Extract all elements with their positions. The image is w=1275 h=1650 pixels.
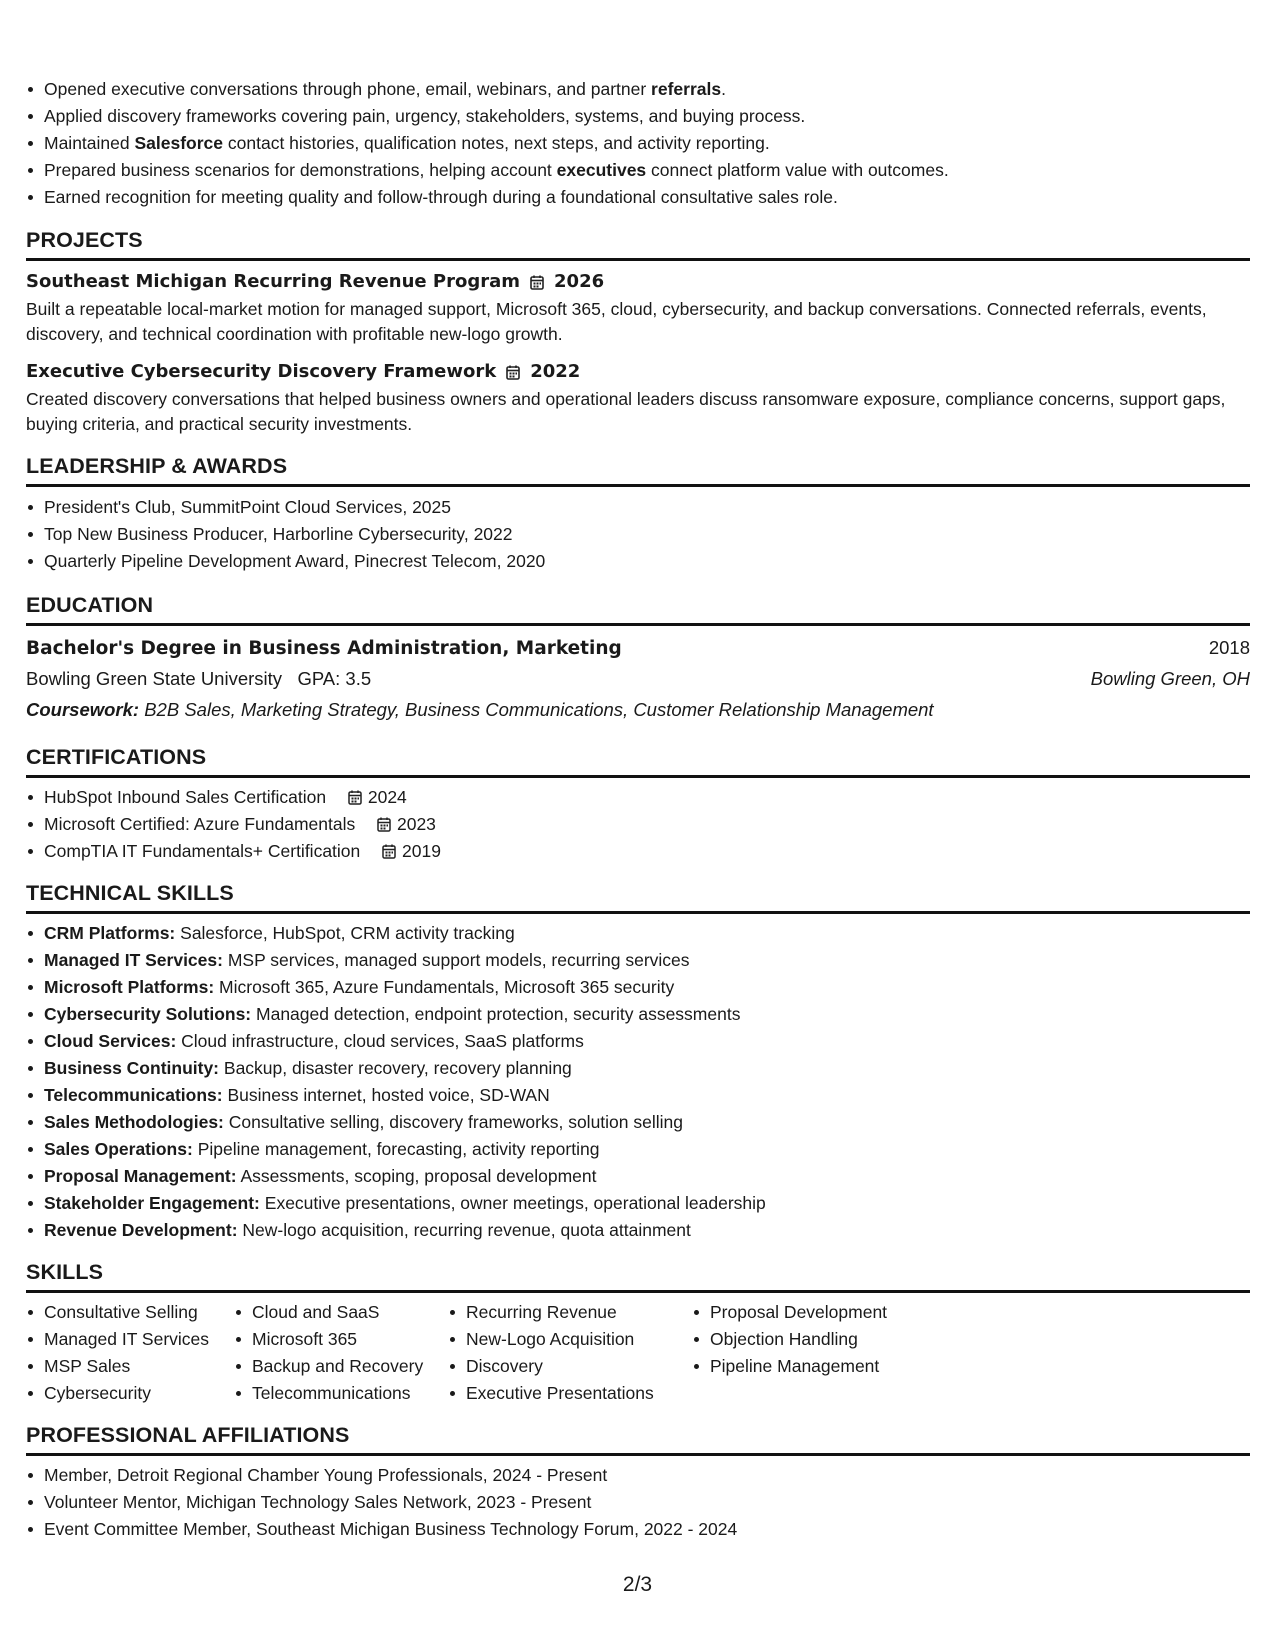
technical-skill-item: Business Continuity: Backup, disaster recovery, recovery planning xyxy=(44,1055,1250,1082)
project-name: Southeast Michigan Recurring Revenue Program xyxy=(26,271,521,292)
calendar-icon xyxy=(382,844,396,859)
skill-item: Objection Handling xyxy=(710,1326,930,1353)
affiliation-item: Member, Detroit Regional Chamber Young Professionals, 2024 - Present xyxy=(44,1462,1250,1489)
skills-section xyxy=(26,1258,1250,1407)
skills-column xyxy=(692,1299,930,1407)
affiliation-item: Volunteer Mentor, Michigan Technology Sales Network, 2023 - Present xyxy=(44,1489,1250,1516)
skill-item: MSP Sales xyxy=(44,1353,234,1380)
award-item: President's Club, SummitPoint Cloud Services, 2025 xyxy=(44,494,1250,521)
skill-item: Discovery xyxy=(466,1353,692,1380)
technical-skill-item: CRM Platforms: Salesforce, HubSpot, CRM activity tracking xyxy=(44,920,1250,947)
projects-section xyxy=(26,226,1250,437)
experience-bullets xyxy=(26,76,1250,211)
skill-item: Telecommunications xyxy=(252,1380,448,1407)
certification-item xyxy=(44,838,1250,865)
award-item: Quarterly Pipeline Development Award, Pinecrest Telecom, 2020 xyxy=(44,548,1250,575)
project-name: Executive Cybersecurity Discovery Framework xyxy=(26,361,497,382)
experience-bullet: Opened executive conversations through phone, email, webinars, and partner referrals. xyxy=(44,76,1250,103)
section-heading: PROFESSIONAL AFFILIATIONS xyxy=(26,1421,1250,1456)
experience-bullet: Maintained Salesforce contact histories, qualification notes, next steps, and activity reporting. xyxy=(44,130,1250,157)
skill-item: Cybersecurity xyxy=(44,1380,234,1407)
education-section xyxy=(26,591,1250,725)
section-heading: PROJECTS xyxy=(26,226,1250,261)
skill-item: Recurring Revenue xyxy=(466,1299,692,1326)
skill-item: Pipeline Management xyxy=(710,1353,930,1380)
affiliation-item: Event Committee Member, Southeast Michigan Business Technology Forum, 2022 - 2024 xyxy=(44,1516,1250,1543)
experience-bullet: Prepared business scenarios for demonstrations, helping account executives connect platform value with outcomes. xyxy=(44,157,1250,184)
technical-skill-item: Managed IT Services: MSP services, managed support models, recurring services xyxy=(44,947,1250,974)
skill-item: Backup and Recovery xyxy=(252,1353,448,1380)
section-heading: SKILLS xyxy=(26,1258,1250,1293)
certification-year: 2023 xyxy=(396,814,436,834)
awards-list xyxy=(26,494,1250,575)
experience-bullet: Applied discovery frameworks covering pain, urgency, stakeholders, systems, and buying process. xyxy=(44,103,1250,130)
certifications-section xyxy=(26,743,1250,865)
skills-column xyxy=(234,1299,448,1407)
section-heading: LEADERSHIP & AWARDS xyxy=(26,452,1250,487)
technical-skill-item: Sales Operations: Pipeline management, forecasting, activity reporting xyxy=(44,1136,1250,1163)
project-description: Built a repeatable local-market motion for managed support, Microsoft 365, cloud, cybersecurity, and backup conversations. Connected referrals, events, discovery, and technical coordination with profitable new-logo growth. xyxy=(26,299,1207,344)
skill-item: Managed IT Services xyxy=(44,1326,234,1353)
skill-item: Executive Presentations xyxy=(466,1380,692,1407)
certification-year: 2019 xyxy=(402,841,441,861)
technical-skill-item: Revenue Development: New-logo acquisition, recurring revenue, quota attainment xyxy=(44,1217,1250,1244)
skill-item: Consultative Selling xyxy=(44,1299,234,1326)
skill-item: Proposal Development xyxy=(710,1299,930,1326)
project-description: Created discovery conversations that helped business owners and operational leaders discuss ransomware exposure, compliance concerns, support gaps, buying criteria, and practical security investments. xyxy=(26,389,1226,434)
certification-item xyxy=(44,784,1250,811)
technical-skill-item: Telecommunications: Business internet, hosted voice, SD-WAN xyxy=(44,1082,1250,1109)
certification-item xyxy=(44,811,1250,838)
technical-skill-item: Stakeholder Engagement: Executive presentations, owner meetings, operational leadership xyxy=(44,1190,1250,1217)
project-year: 2026 xyxy=(554,271,605,292)
technical-skill-item: Cloud Services: Cloud infrastructure, cloud services, SaaS platforms xyxy=(44,1028,1250,1055)
affiliations-section xyxy=(26,1421,1250,1543)
section-heading: TECHNICAL SKILLS xyxy=(26,879,1250,914)
technical-skills-section xyxy=(26,879,1250,1244)
technical-skills-list xyxy=(26,920,1250,1244)
project-title xyxy=(26,269,1250,295)
project-year: 2022 xyxy=(530,361,581,382)
school-name: Bowling Green State University xyxy=(26,668,283,689)
affiliations-list xyxy=(26,1462,1250,1543)
calendar-icon xyxy=(377,817,391,832)
certifications-list xyxy=(26,784,1250,865)
skill-item: New-Logo Acquisition xyxy=(466,1326,692,1353)
degree-title: Bachelor's Degree in Business Administration, Marketing xyxy=(26,638,622,659)
certification-year: 2024 xyxy=(367,787,407,807)
coursework-line xyxy=(26,694,1250,725)
coursework-list: B2B Sales, Marketing Strategy, Business Communications, Customer Relationship Management xyxy=(144,699,934,720)
skill-item: Cloud and SaaS xyxy=(252,1299,448,1326)
technical-skill-item: Microsoft Platforms: Microsoft 365, Azure Fundamentals, Microsoft 365 security xyxy=(44,974,1250,1001)
resume-page xyxy=(26,76,1250,1543)
graduation-year: 2018 xyxy=(1208,637,1250,658)
school-location: Bowling Green, OH xyxy=(1090,668,1250,689)
project-title xyxy=(26,359,1250,385)
skill-item: Microsoft 365 xyxy=(252,1326,448,1353)
certification-name: Microsoft Certified: Azure Fundamentals xyxy=(44,814,356,834)
technical-skill-item: Sales Methodologies: Consultative selling, discovery frameworks, solution selling xyxy=(44,1109,1250,1136)
technical-skill-item: Proposal Management: Assessments, scoping, proposal development xyxy=(44,1163,1250,1190)
skills-column xyxy=(26,1299,234,1407)
awards-section xyxy=(26,452,1250,575)
technical-skill-item: Cybersecurity Solutions: Managed detection, endpoint protection, security assessments xyxy=(44,1001,1250,1028)
calendar-icon xyxy=(348,790,362,805)
section-heading: CERTIFICATIONS xyxy=(26,743,1250,778)
calendar-icon xyxy=(530,275,544,290)
certification-name: CompTIA IT Fundamentals+ Certification xyxy=(44,841,361,861)
page-number: 2/3 xyxy=(622,1573,653,1596)
coursework-label: Coursework: xyxy=(26,699,140,720)
school-line xyxy=(26,663,371,694)
award-item: Top New Business Producer, Harborline Cybersecurity, 2022 xyxy=(44,521,1250,548)
skills-column xyxy=(448,1299,692,1407)
calendar-icon xyxy=(506,365,520,380)
certification-name: HubSpot Inbound Sales Certification xyxy=(44,787,327,807)
experience-bullet: Earned recognition for meeting quality and follow-through during a foundational consultative sales role. xyxy=(44,184,1250,211)
gpa: GPA: 3.5 xyxy=(297,668,372,689)
section-heading: EDUCATION xyxy=(26,591,1250,626)
